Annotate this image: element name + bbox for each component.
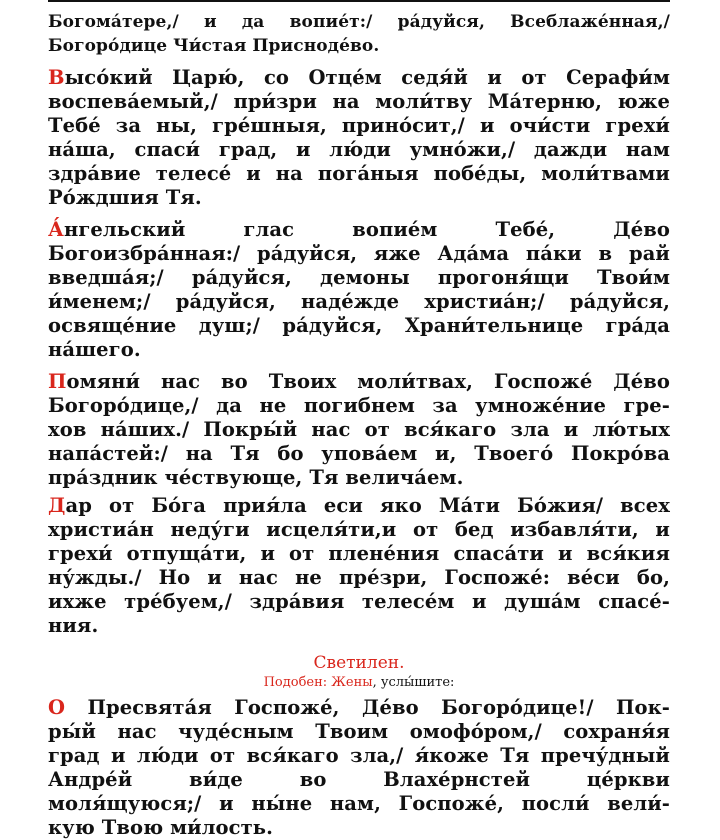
red-initial: А́ — [48, 218, 64, 241]
text-line: ну́жды./ Но и нас не пре́зри, Госпоже́: ве́си бо, — [48, 566, 670, 589]
podoben-label: Подобен: — [263, 675, 328, 690]
text-line: грехи́ отпуща́ти, и от плене́ния спаса́ти и вся́кия — [48, 542, 670, 565]
podoben-text — [331, 675, 454, 690]
paragraph-pomyani-nas — [48, 370, 670, 490]
text-line: ихже тре́буем,/ здра́вия телесе́м и душа́м спасе́- — [48, 590, 670, 613]
text-line: пра́здник че́ствующе, Тя велича́ем. — [48, 466, 464, 489]
red-initial: В — [48, 66, 65, 89]
page-body — [48, 10, 670, 840]
text-line — [48, 66, 670, 90]
text-line — [48, 696, 670, 720]
text-line — [48, 494, 670, 518]
text-line: Богоро́дице Чи́стая Приснодéво. — [48, 36, 380, 56]
text-line-rest: ысо́кий Царю́, со Отце́м седя́й и от Серафи́м — [64, 66, 670, 89]
text-line: на́шего. — [48, 338, 141, 361]
text-line — [48, 370, 670, 394]
text-line: Богоизбра́нная:/ ра́дуйся, яже Ада́ма па́ки в рай — [48, 242, 670, 265]
text-line: град и лю́ди от вся́каго зла,/ я́коже Тя пречу́дный — [48, 744, 670, 767]
text-line: Ро́ждшия Тя. — [48, 186, 202, 209]
red-initial: О — [48, 696, 66, 719]
top-rule — [48, 0, 670, 2]
text-line: кую Твою ми́лость. — [48, 816, 274, 839]
red-initial: П — [48, 370, 67, 393]
text-line: хов на́ших./ Покры́й нас от вся́каго зла и лю́тых — [48, 418, 670, 441]
text-line: христиа́н неду́ги исцеля́ти,и от бед избавля́ти, и — [48, 518, 670, 541]
text-line: Андре́й ви́де во Влахе́рнстей це́ркви — [48, 768, 670, 791]
paragraph-o-presvyataya — [48, 696, 670, 840]
text-line: введша́я;/ ра́дуйся, демоны прогоня́щи Твои́м — [48, 266, 670, 289]
text-line: моля́щуюся;/ и ны́не нам, Госпоже́, посли́ вели́- — [48, 792, 670, 815]
text-line: Тебе́ за ны, гре́шныя, прино́сит,/ и очи́сти грехи́ — [48, 114, 670, 137]
text-line-rest: омяни́ нас во Твоих моли́твах, Госпоже́ Де́во — [66, 370, 670, 393]
text-line: ния. — [48, 614, 99, 637]
text-line-rest: Пресвята́я Госпоже́, Де́во Богоро́дице!/ Пок- — [65, 696, 670, 719]
text-line: воспева́емый,/ при́зри на моли́тву Ма́терню, юже — [48, 90, 670, 113]
text-line-rest: нгельский глас вопие́м Тебе́, Де́во — [63, 218, 670, 241]
paragraph-dar-ot-boga — [48, 494, 670, 638]
text-line: на́ша, спаси́ град, и лю́ди умно́жи,/ дажди нам — [48, 138, 670, 161]
red-initial: Д — [48, 494, 66, 517]
text-line: напа́стей:/ на Тя бо упова́ем и, Твоего́ Покро́ва — [48, 442, 670, 465]
podoben-text-rest: , услы́шите: — [372, 675, 455, 690]
text-line: ры́й нас чуде́сным Твоим омофо́ром,/ сохраня́я — [48, 720, 670, 743]
text-line: здра́вие телесе́ и на пога́ныя побе́ды, моли́твами — [48, 162, 670, 185]
text-line: и́менем;/ ра́дуйся, наде́жде христиа́н;/ ра́дуйся, — [48, 290, 670, 313]
section-heading: Светилен. — [313, 653, 405, 673]
text-line — [48, 218, 670, 242]
text-line-rest: ар от Бо́га прия́ла еси яко Ма́ти Бо́жия/ всех — [65, 494, 670, 517]
podoben-text-red: Жены — [331, 675, 373, 690]
text-line: освяще́ние душ;/ ра́дуйся, Храни́тельнице гра́да — [48, 314, 670, 337]
podoben-line — [48, 674, 670, 692]
paragraph-angelskiy-glas — [48, 218, 670, 362]
paragraph-vysokiy-tsaryu — [48, 66, 670, 210]
paragraph-continuation — [48, 10, 670, 58]
text-line: Богома́тере,/ и да вопие́т:/ ра́дуйся, Всеблаже́нная,/ — [48, 12, 670, 32]
text-line: Богоро́дице,/ да не погибнем за умноже́ние гре- — [48, 394, 670, 417]
